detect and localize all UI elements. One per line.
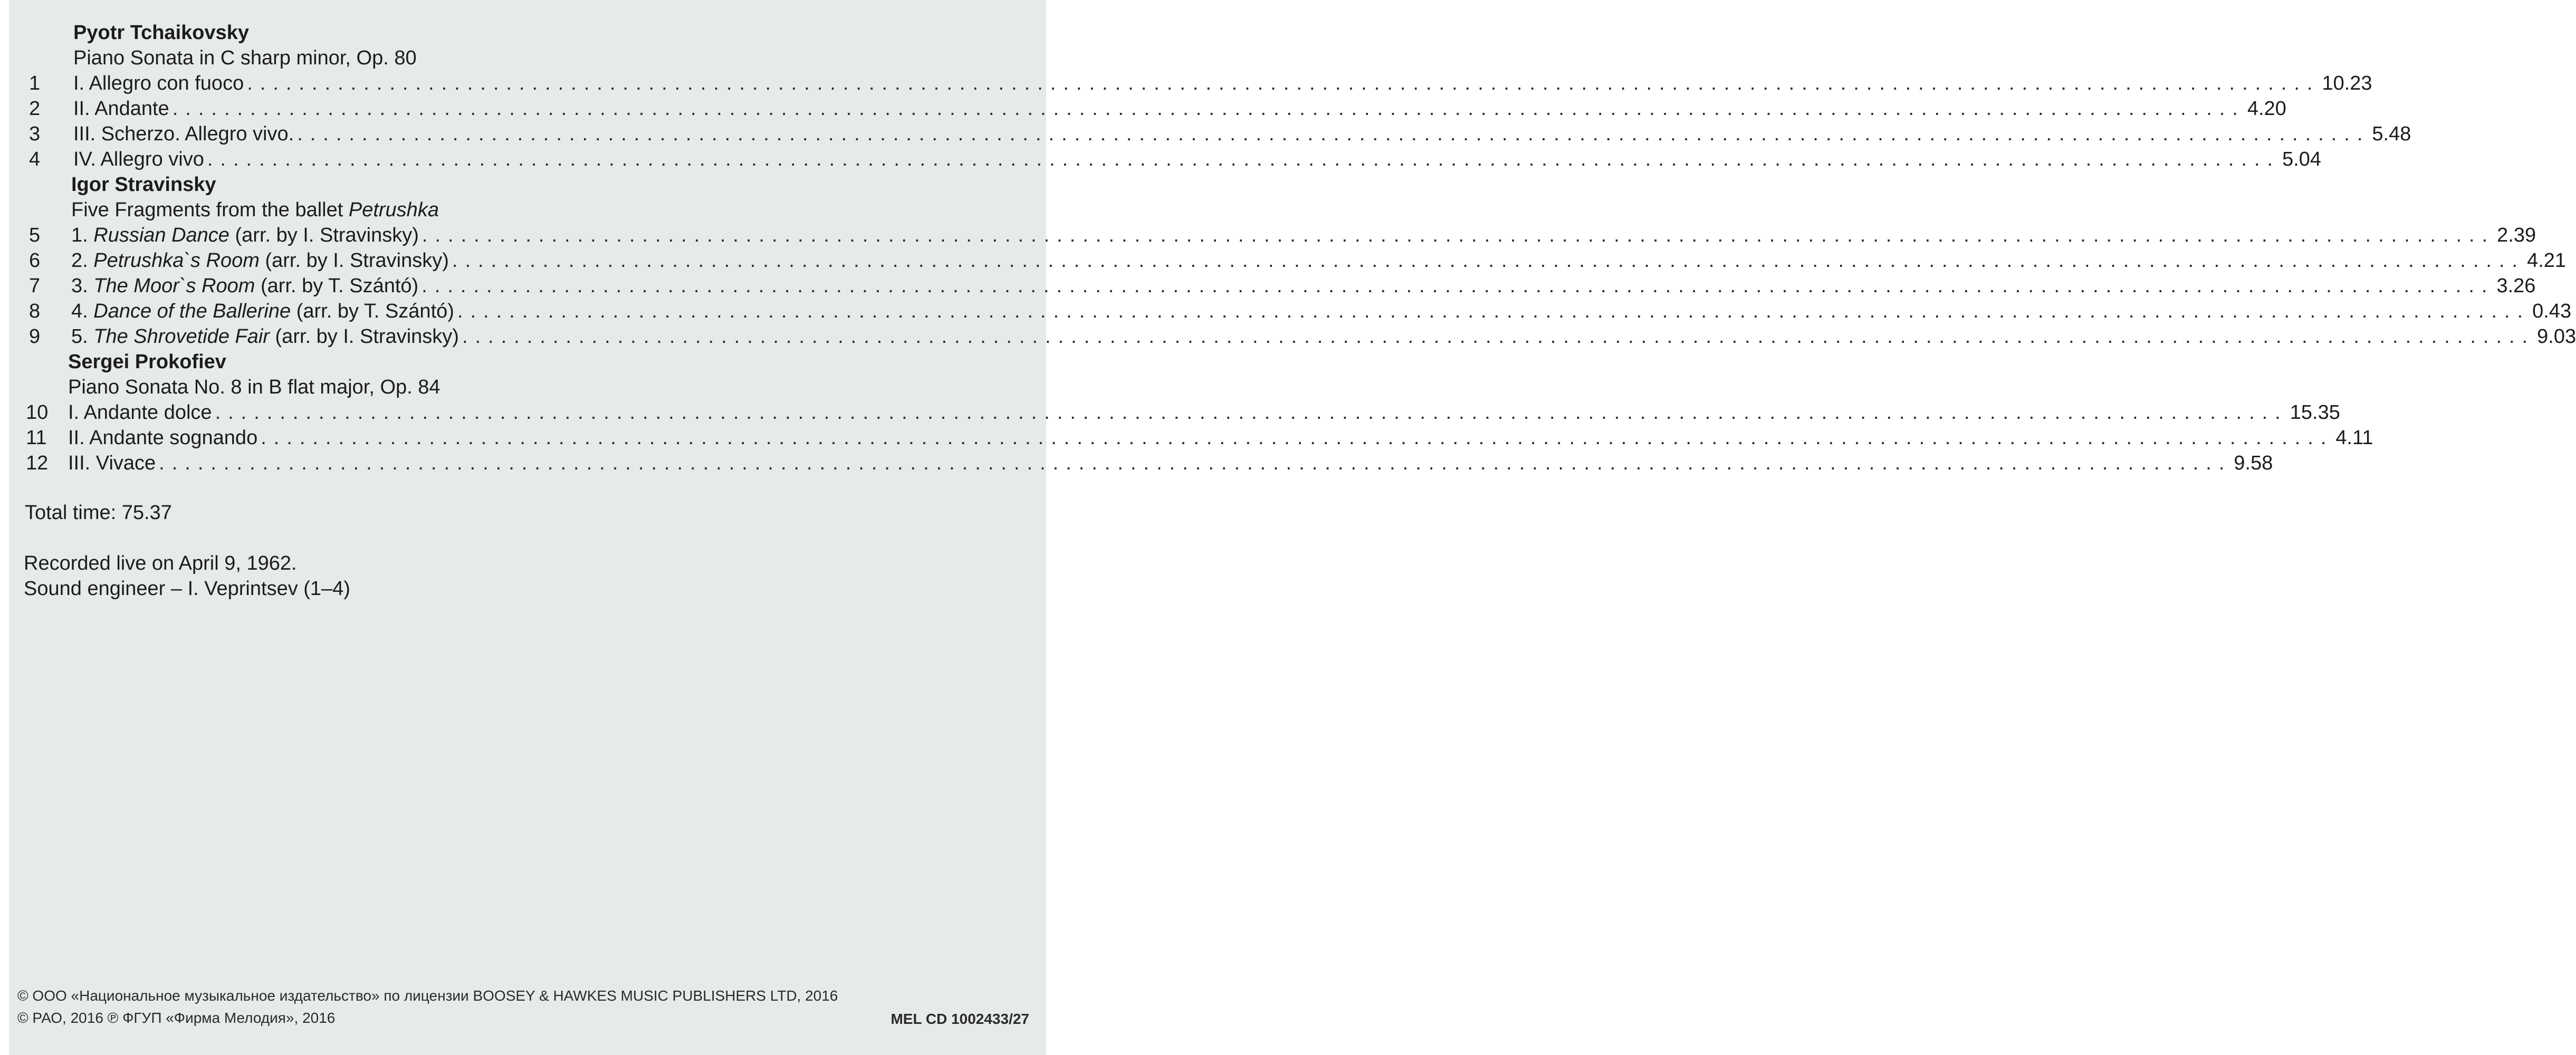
track-row: [9, 223, 2536, 248]
track-number: 7: [29, 275, 41, 297]
track-title: I. Allegro con fuoco ................................................................................................................................................................ 10.23: [73, 71, 1021, 96]
track-duration: 5.48: [2372, 123, 2411, 145]
track-row: [9, 71, 2372, 96]
dot-leader: ................................................................................................................................................................: [172, 98, 2245, 120]
track-duration: 4.20: [2247, 98, 2286, 120]
catalog-number: MEL CD 1002433/27: [890, 1011, 1029, 1027]
track-row: [9, 121, 2411, 147]
total-time: Total time: 75.37: [25, 502, 172, 524]
track-number: 12: [26, 452, 49, 474]
track-number: 9: [29, 325, 41, 348]
dot-leader: ................................................................................................................................................................: [207, 148, 2281, 170]
track-number: 1: [29, 72, 41, 94]
track-title: 4. Dance of the Ballerine (arr. by T. Szántó) ................................................................................................................................................................ 0.43: [71, 299, 1021, 324]
track-title: I. Andante dolce ................................................................................................................................................................ 15.35: [68, 400, 1021, 425]
composer-line: [9, 349, 1046, 375]
work-title: Piano Sonata in C sharp minor, Op. 80: [73, 47, 417, 69]
track-row: [9, 273, 2536, 299]
booklet-page: [9, 0, 2576, 1055]
dot-leader: ................................................................................................................................................................: [462, 325, 2535, 348]
work-line: [9, 45, 1046, 71]
composer-line: [9, 172, 1046, 197]
track-duration: 9.03: [2537, 325, 2576, 348]
track-row: [9, 147, 2322, 172]
track-title: III. Vivace ................................................................................................................................................................ 9.58: [68, 450, 1021, 476]
composer-line: [9, 20, 1046, 45]
composer-name: Sergei Prokofiev: [68, 351, 226, 373]
track-duration: 2.39: [2497, 224, 2536, 246]
dot-leader: ................................................................................................................................................................: [422, 224, 2495, 246]
track-row: [9, 248, 2567, 273]
track-number: 4: [29, 148, 41, 170]
dot-leader: ................................................................................................................................................................: [247, 72, 2320, 94]
dot-leader: ................................................................................................................................................................: [297, 123, 2370, 145]
recording-date: Recorded live on April 9, 1962.: [24, 552, 297, 574]
work-title: Piano Sonata No. 8 in B flat major, Op. 84: [68, 376, 440, 398]
sound-engineer: Sound engineer – I. Veprintsev (1–4): [24, 578, 350, 600]
track-number: 8: [29, 300, 41, 322]
track-row: [9, 96, 2286, 121]
track-row: [9, 450, 2273, 476]
track-title: II. Andante sognando ................................................................................................................................................................ 4.11: [68, 425, 1021, 450]
composer-name: Pyotr Tchaikovsky: [73, 22, 250, 44]
track-title: III. Scherzo. Allegro vivo. ................................................................................................................................................................ 5.48: [73, 121, 1021, 147]
track-title: 2. Petrushka`s Room (arr. by I. Stravinsky) ................................................................................................................................................................ 4.21: [71, 248, 1021, 273]
dot-leader: ................................................................................................................................................................: [457, 300, 2531, 322]
track-duration: 15.35: [2290, 401, 2340, 424]
track-duration: 10.23: [2322, 72, 2372, 94]
track-number: 2: [29, 98, 41, 120]
track-row: [9, 324, 2576, 349]
dot-leader: ................................................................................................................................................................: [215, 401, 2288, 424]
track-title: IV. Allegro vivo ................................................................................................................................................................ 5.04: [73, 147, 1021, 172]
copyright-line: © ООО «Национальное музыкальное издательство» по лицензии BOOSEY & HAWKES MUSIC PUBLISHERS LTD, 2016: [17, 987, 838, 1004]
work-line: [9, 197, 1046, 223]
track-title: II. Andante ................................................................................................................................................................ 4.20: [73, 96, 1021, 121]
track-number: 6: [29, 250, 41, 272]
track-row: [9, 400, 2340, 425]
track-row: [9, 299, 2572, 324]
work-title: Five Fragments from the ballet Petrushka: [71, 199, 439, 221]
dot-leader: ................................................................................................................................................................: [452, 250, 2525, 272]
track-title: 1. Russian Dance (arr. by I. Stravinsky) ................................................................................................................................................................ 2.39: [71, 223, 1021, 248]
dot-leader: ................................................................................................................................................................: [159, 452, 2232, 474]
dot-leader: ................................................................................................................................................................: [422, 275, 2495, 297]
copyright-line: © РАО, 2016 ℗ ФГУП «Фирма Мелодия», 2016: [17, 1010, 336, 1026]
track-duration: 3.26: [2496, 275, 2536, 297]
track-number: 3: [29, 123, 41, 145]
track-duration: 0.43: [2532, 300, 2572, 322]
composer-name: Igor Stravinsky: [71, 174, 216, 196]
track-number: 10: [26, 401, 49, 424]
track-duration: 9.58: [2234, 452, 2273, 474]
track-title: 5. The Shrovetide Fair (arr. by I. Stravinsky) ................................................................................................................................................................ 9.03: [71, 324, 1021, 349]
track-duration: 5.04: [2282, 148, 2322, 170]
track-number: 11: [26, 427, 47, 449]
track-row: [9, 425, 2373, 450]
track-title: 3. The Moor`s Room (arr. by T. Szántó) ................................................................................................................................................................ 3.26: [71, 273, 1021, 299]
work-line: [9, 375, 1046, 400]
dot-leader: ................................................................................................................................................................: [261, 427, 2334, 449]
track-number: 5: [29, 224, 41, 246]
track-duration: 4.11: [2335, 427, 2373, 449]
track-duration: 4.21: [2527, 250, 2567, 272]
